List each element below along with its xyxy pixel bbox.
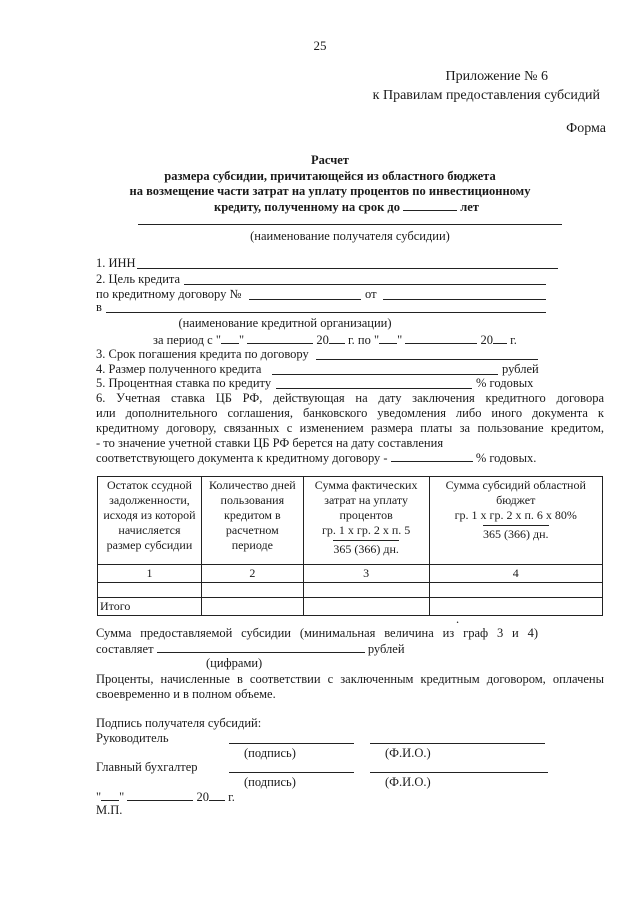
page-number: 25 xyxy=(313,38,327,53)
para6-line-2: или дополнительного соглашения, банковского уведомления либо иного документа к xyxy=(96,406,604,420)
appendix-number: Приложение № 6 xyxy=(445,69,548,84)
para6-line-3: кредитному договору, связанных с изменением размера платы за пользование кредитом, xyxy=(96,421,604,435)
col-number-4: 4 xyxy=(429,565,603,583)
accountant-signature-caption: (подпись) xyxy=(244,775,296,789)
seal-label: М.П. xyxy=(96,803,123,817)
term-years-blank[interactable] xyxy=(403,199,457,211)
rate-label: 5. Процентная ставка по кредиту xyxy=(96,376,272,390)
amount-unit: рублей xyxy=(502,362,539,376)
header-col-1: Остаток ссудной задолженности, исходя из которой начисляется размер субсидии xyxy=(98,477,202,565)
period-to-month[interactable] xyxy=(405,332,477,344)
table-total-row xyxy=(98,598,603,616)
period-from-year[interactable] xyxy=(329,332,345,344)
head-signature-caption: (подпись) xyxy=(244,746,296,760)
para6-line-5-text: соответствующего документа к кредитному договору - xyxy=(96,451,388,465)
rate-field[interactable] xyxy=(276,388,472,389)
accountant-name-caption: (Ф.И.О.) xyxy=(385,775,431,789)
cbr-rate-field[interactable] xyxy=(391,450,473,462)
date-year-field[interactable] xyxy=(209,789,225,801)
total-label: Итого xyxy=(98,598,202,616)
form-label: Форма xyxy=(566,121,606,136)
period-to-day[interactable] xyxy=(379,332,397,344)
period-from-month[interactable] xyxy=(247,332,313,344)
table-cell[interactable] xyxy=(98,583,202,598)
sum-line-1: Сумма предоставляемой субсидии (минимальная величина из граф 3 и 4) xyxy=(96,626,538,640)
header-col-3-title: Сумма фактических затрат на уплату процентов xyxy=(314,478,418,522)
col-number-1: 1 xyxy=(98,565,202,583)
term-field[interactable] xyxy=(316,359,538,360)
period-year-suffix: г. xyxy=(510,333,517,347)
table-cell[interactable] xyxy=(303,583,429,598)
amount-field[interactable] xyxy=(272,374,498,375)
header-col-3-denominator: 365 (366) дн. xyxy=(333,542,399,556)
date-year-suffix: г. xyxy=(228,790,235,804)
head-name-field[interactable] xyxy=(370,743,545,744)
contract-number-label: по кредитному договору № xyxy=(96,287,242,301)
header-col-2: Количество дней пользования кредитом в расчетном периоде xyxy=(201,477,303,565)
bank-label: в xyxy=(96,300,102,314)
interest-line-2: своевременно и в полном объеме. xyxy=(96,687,276,701)
recipient-caption: (наименование получателя субсидии) xyxy=(250,229,450,243)
title-line-1: Расчет xyxy=(311,153,349,167)
title-line-3: на возмещение части затрат на уплату процентов по инвестиционному xyxy=(129,184,531,198)
table-header-row xyxy=(98,477,603,565)
header-col-4-formula: гр. 1 х гр. 2 х п. 6 х 80% xyxy=(454,508,577,522)
signature-header: Подпись получателя субсидий: xyxy=(96,716,262,730)
table-cell[interactable] xyxy=(201,583,303,598)
sum-amount-field[interactable] xyxy=(157,641,365,653)
amount-label: 4. Размер полученного кредита xyxy=(96,362,262,376)
table-cell[interactable] xyxy=(201,598,303,616)
table-cell[interactable] xyxy=(303,598,429,616)
period-quote-1: " xyxy=(238,333,245,347)
period-quote-2: " xyxy=(397,333,403,347)
accountant-signature-field[interactable] xyxy=(229,772,354,773)
inn-label: 1. ИНН xyxy=(96,256,136,270)
accountant-name-field[interactable] xyxy=(370,772,548,773)
period-row xyxy=(153,332,517,348)
date-quote-1: " xyxy=(96,790,102,804)
title-years-label: лет xyxy=(460,200,479,214)
period-from-day[interactable] xyxy=(221,332,239,344)
contract-number-field[interactable] xyxy=(249,299,361,300)
purpose-label: 2. Цель кредита xyxy=(96,272,181,286)
para6-line-1: 6. Учетная ставка ЦБ РФ, действующая на дату заключения кредитного договора xyxy=(96,391,604,405)
header-col-4 xyxy=(429,477,603,565)
para6-line-4: - то значение учетной ставки ЦБ РФ берется на дату составления xyxy=(96,436,444,450)
para6-rate-unit: % годовых. xyxy=(475,451,537,465)
col-number-2: 2 xyxy=(201,565,303,583)
period-to-century: 20 xyxy=(480,333,493,347)
title-line-4 xyxy=(214,199,479,215)
period-to-year[interactable] xyxy=(493,332,507,344)
bank-caption: (наименование кредитной организации) xyxy=(178,316,392,330)
head-signature-field[interactable] xyxy=(229,743,354,744)
table-row xyxy=(98,583,603,598)
title-term-label: кредиту, полученному на срок до xyxy=(214,200,400,214)
purpose-field[interactable] xyxy=(184,284,546,285)
date-quote-2: " xyxy=(119,790,125,804)
inn-field[interactable] xyxy=(137,268,558,269)
contract-from-label: от xyxy=(365,287,377,301)
head-name-caption: (Ф.И.О.) xyxy=(385,746,431,760)
sum-line-2 xyxy=(96,641,405,657)
table-number-row xyxy=(98,565,603,583)
stray-dot: . xyxy=(456,612,460,626)
header-col-3 xyxy=(303,477,429,565)
date-day-field[interactable] xyxy=(101,789,119,801)
subsidy-table xyxy=(97,476,603,616)
col-number-3: 3 xyxy=(303,565,429,583)
period-from-century: 20 xyxy=(316,333,329,347)
interest-line-1: Проценты, начисленные в соответствии с заключенным кредитным договором, оплачены xyxy=(96,672,604,686)
sum-label: составляет xyxy=(96,642,154,656)
para6-line-5 xyxy=(96,450,536,466)
table-cell[interactable] xyxy=(429,583,603,598)
header-col-4-denominator: 365 (366) дн. xyxy=(482,527,549,541)
sum-caption: (цифрами) xyxy=(206,656,263,670)
sum-unit: рублей xyxy=(367,642,405,656)
head-label: Руководитель xyxy=(96,731,169,745)
term-label: 3. Срок погашения кредита по договору xyxy=(96,347,309,361)
contract-date-field[interactable] xyxy=(383,299,546,300)
header-col-4-title: Сумма субсидий областной бюджет xyxy=(445,478,586,507)
bank-field[interactable] xyxy=(106,312,546,313)
title-line-2: размера субсидии, причитающейся из областного бюджета xyxy=(164,169,496,183)
rate-unit: % годовых xyxy=(476,376,534,390)
accountant-label: Главный бухгалтер xyxy=(96,760,198,774)
appendix-rules: к Правилам предоставления субсидий xyxy=(372,88,600,103)
date-month-field[interactable] xyxy=(127,789,193,801)
header-col-3-formula: гр. 1 х гр. 2 х п. 5 xyxy=(321,523,411,537)
recipient-name-line[interactable] xyxy=(138,224,562,225)
period-from-label: за период с " xyxy=(153,333,221,347)
date-century: 20 xyxy=(196,790,209,804)
period-to-label: г. по " xyxy=(347,333,380,347)
